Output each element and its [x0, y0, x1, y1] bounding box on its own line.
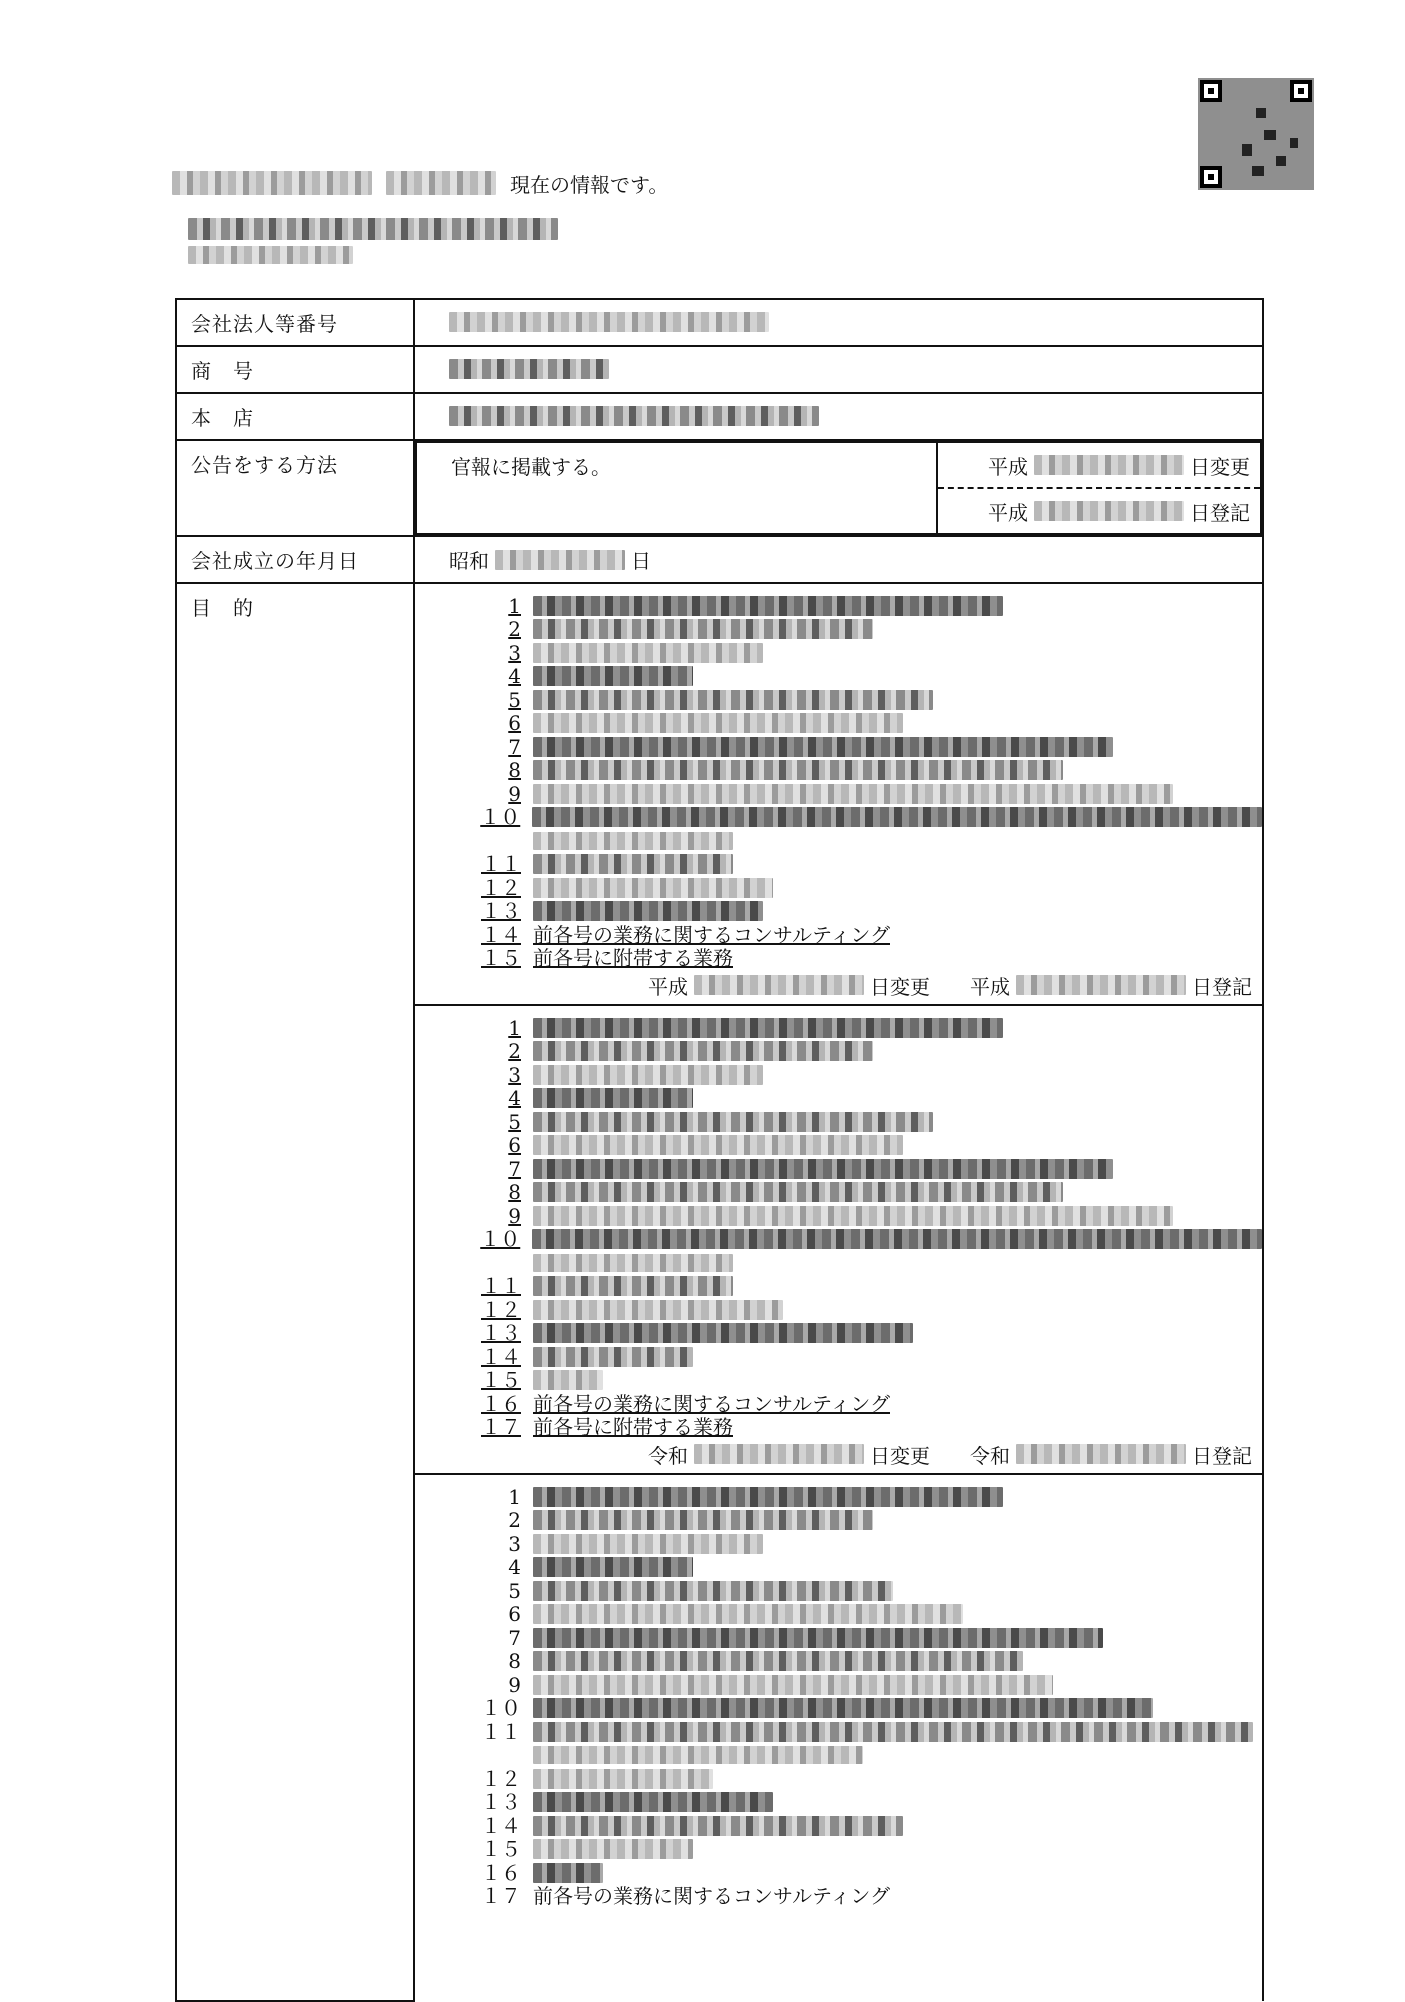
label-purpose: 目 的: [176, 583, 414, 2001]
purpose-item: [415, 1016, 1262, 1040]
purpose-item-number: 1: [508, 1015, 521, 1040]
purpose-item-number: １３: [481, 899, 521, 924]
purpose-item-text: 前各号の業務に関するコンサルティング: [533, 922, 890, 947]
purpose-item: [415, 1509, 1262, 1533]
redacted-purpose-text: [533, 1534, 763, 1554]
purpose-item: [415, 712, 1262, 736]
redacted-purpose-text: [533, 1628, 1103, 1648]
redacted-head-office: [449, 406, 819, 426]
purpose-item: [415, 1861, 1262, 1885]
redacted-purpose-text: [533, 1651, 1023, 1671]
purpose-item: [415, 1040, 1262, 1064]
purpose-item: [415, 1087, 1262, 1111]
redacted-purpose-text: [533, 596, 1003, 616]
purpose-item: [415, 782, 1262, 806]
purpose-item-number: １７: [481, 1415, 521, 1440]
purpose-item-number: 7: [508, 1625, 521, 1650]
purpose-item-number: 7: [508, 734, 521, 759]
purpose-item-number: １４: [481, 922, 521, 947]
redacted-purpose-text: [533, 1510, 873, 1530]
purpose-item: [415, 1181, 1262, 1205]
purpose-change-date: 令和 日変更: [648, 1443, 930, 1468]
purpose-item-number: 2: [508, 617, 521, 642]
purpose-item-number: 5: [508, 1578, 521, 1603]
redacted-purpose-text: [533, 737, 1113, 757]
purpose-item-number: １１: [481, 1274, 521, 1299]
current-info-text: 現在の情報です。: [510, 172, 669, 197]
purpose-item: [415, 1110, 1262, 1134]
purpose-item: [415, 594, 1262, 618]
redacted-purpose-text: [533, 1041, 873, 1061]
purpose-item-number: １３: [481, 1321, 521, 1346]
purpose-item-number: １０: [480, 1227, 521, 1252]
purpose-item: [415, 1673, 1262, 1697]
row-trade-name: [176, 346, 1263, 393]
purpose-item-number: １２: [481, 1297, 521, 1322]
label-established: 会社成立の年月日: [176, 536, 414, 583]
redacted-purpose-text: [533, 643, 763, 663]
purpose-register-date: 令和 日登記: [970, 1443, 1252, 1468]
purpose-registration-dates: [415, 970, 1262, 1004]
purpose-item: [415, 1228, 1262, 1252]
purpose-item: [415, 1204, 1262, 1228]
row-public-notice: [176, 440, 1263, 536]
purpose-item: [415, 1532, 1262, 1556]
redacted-purpose-text: [533, 1698, 1153, 1718]
purpose-item-number: １０: [480, 805, 521, 830]
redacted-purpose-text: [533, 619, 873, 639]
registry-table: [175, 298, 1264, 2002]
purpose-item-number: 4: [508, 1086, 521, 1111]
label-corporate-number: 会社法人等番号: [176, 299, 414, 346]
purpose-item: [415, 1275, 1262, 1299]
redacted-purpose-text: [533, 1487, 1003, 1507]
purpose-item-number: １６: [481, 1860, 521, 1885]
purpose-item: [415, 923, 1262, 947]
purpose-item-number: 5: [508, 687, 521, 712]
purpose-item: [415, 1720, 1262, 1744]
purpose-item-text: 前各号に附帯する業務: [533, 946, 733, 971]
label-trade-name: 商 号: [176, 346, 414, 393]
redacted-purpose-text: [533, 1863, 603, 1883]
redacted-purpose-text: [533, 1816, 903, 1836]
public-notice-register-date: 平成 日登記: [988, 500, 1250, 525]
purpose-item: [415, 1650, 1262, 1674]
redacted-purpose-text: [533, 1018, 1003, 1038]
purpose-item-number: 1: [508, 593, 521, 618]
purpose-change-date: 平成 日変更: [648, 974, 930, 999]
purpose-item-number: 6: [508, 1602, 521, 1627]
redacted-purpose-text: [533, 713, 903, 733]
redacted-purpose-text: [533, 878, 773, 898]
redacted-purpose-text: [533, 760, 1063, 780]
purpose-item-number: １２: [481, 875, 521, 900]
redacted-purpose-text: [533, 1065, 763, 1085]
purpose-block-2: [414, 1005, 1263, 1474]
redacted-purpose-text: [533, 854, 733, 874]
purpose-item-number: 7: [508, 1156, 521, 1181]
purpose-item-number: １３: [481, 1790, 521, 1815]
purpose-item: [415, 1485, 1262, 1509]
purpose-item: [415, 900, 1262, 924]
purpose-item: [415, 665, 1262, 689]
redacted-purpose-text-continued: [533, 1254, 733, 1272]
purpose-item: [415, 1134, 1262, 1158]
redacted-purpose-text: [533, 1792, 773, 1812]
purpose-item-number: 6: [508, 711, 521, 736]
purpose-item-number: 4: [508, 664, 521, 689]
redacted-purpose-text: [533, 1839, 693, 1859]
purpose-item-number: 1: [508, 1484, 521, 1509]
redacted-purpose-text: [533, 1370, 603, 1390]
purpose-item-number: １１: [481, 1719, 521, 1744]
redacted-purpose-text: [533, 1276, 733, 1296]
purpose-item-number: 8: [508, 1180, 521, 1205]
purpose-item-text: 前各号に附帯する業務: [533, 1415, 733, 1440]
redacted-corporate-number: [449, 312, 769, 332]
row-purpose: [176, 583, 1263, 1005]
redacted-purpose-text: [533, 1581, 893, 1601]
purpose-item: [415, 1579, 1262, 1603]
redacted-purpose-text-continued: [533, 1746, 863, 1764]
public-notice-change-date: 平成 日変更: [938, 443, 1260, 489]
purpose-item-number: 9: [508, 781, 521, 806]
public-notice-value: 官報に掲載する。: [416, 442, 937, 534]
purpose-item: [415, 759, 1262, 783]
purpose-item: [415, 1767, 1262, 1791]
purpose-item: [415, 1416, 1262, 1440]
purpose-register-date: 平成 日登記: [970, 974, 1252, 999]
purpose-item: [415, 1298, 1262, 1322]
purpose-item-number: 3: [508, 640, 521, 665]
purpose-item-number: １１: [481, 852, 521, 877]
purpose-item-text: 前各号の業務に関するコンサルティング: [533, 1391, 890, 1416]
row-corporate-number: [176, 299, 1263, 346]
purpose-item-number: １４: [481, 1813, 521, 1838]
purpose-item: [415, 806, 1262, 830]
purpose-item: [415, 1885, 1262, 1909]
purpose-registration-dates: [415, 1439, 1262, 1473]
purpose-item: [415, 1556, 1262, 1580]
redacted-purpose-text: [533, 1088, 693, 1108]
purpose-item-number: 9: [508, 1203, 521, 1228]
purpose-block-1: [414, 583, 1263, 1005]
purpose-item-number: 9: [508, 1672, 521, 1697]
redacted-purpose-text: [533, 1206, 1173, 1226]
purpose-item: [415, 1791, 1262, 1815]
redacted-purpose-text: [533, 1300, 783, 1320]
redacted-purpose-text: [533, 1323, 913, 1343]
purpose-item: [415, 688, 1262, 712]
row-established: [176, 536, 1263, 583]
purpose-item: [415, 947, 1262, 971]
purpose-item-number: 5: [508, 1109, 521, 1134]
purpose-item-number: 8: [508, 758, 521, 783]
redacted-office-line-1: [188, 218, 558, 240]
label-head-office: 本 店: [176, 393, 414, 440]
purpose-item: [415, 1063, 1262, 1087]
redacted-purpose-text: [533, 1604, 963, 1624]
purpose-item-number: １５: [481, 1368, 521, 1393]
purpose-item: [415, 1345, 1262, 1369]
qr-code: [1198, 78, 1314, 190]
purpose-item-number: １５: [481, 946, 521, 971]
purpose-item: [415, 618, 1262, 642]
redacted-purpose-text: [533, 666, 693, 686]
redacted-purpose-text: [533, 1347, 693, 1367]
purpose-item-number: 2: [508, 1039, 521, 1064]
purpose-item: [415, 1814, 1262, 1838]
redacted-purpose-text: [533, 901, 763, 921]
purpose-item: [415, 1157, 1262, 1181]
purpose-item-number: 3: [508, 1062, 521, 1087]
purpose-item: [415, 876, 1262, 900]
purpose-item-number: 2: [508, 1508, 521, 1533]
redacted-purpose-text: [533, 1182, 1063, 1202]
redacted-print-time: [386, 171, 496, 195]
purpose-item: [415, 1697, 1262, 1721]
purpose-item: [415, 1603, 1262, 1627]
redacted-purpose-text: [533, 1557, 693, 1577]
redacted-purpose-text: [533, 1722, 1253, 1742]
purpose-block-3: [414, 1474, 1263, 2001]
purpose-item-number: １４: [481, 1344, 521, 1369]
row-head-office: [176, 393, 1263, 440]
purpose-item-number: １６: [481, 1391, 521, 1416]
purpose-item-text: 前各号の業務に関するコンサルティング: [533, 1884, 890, 1909]
redacted-purpose-text-continued: [533, 832, 733, 850]
redacted-purpose-text: [533, 1135, 903, 1155]
purpose-item-number: １０: [481, 1696, 521, 1721]
purpose-item: [415, 735, 1262, 759]
redacted-purpose-text: [533, 1769, 713, 1789]
purpose-item: [415, 641, 1262, 665]
purpose-item-number: １５: [481, 1837, 521, 1862]
purpose-item-number: 4: [508, 1555, 521, 1580]
purpose-item: [415, 1322, 1262, 1346]
redacted-purpose-text: [533, 1675, 1053, 1695]
purpose-item-number: 6: [508, 1133, 521, 1158]
redacted-purpose-text: [533, 1112, 933, 1132]
purpose-item-number: 3: [508, 1531, 521, 1556]
purpose-item: [415, 853, 1262, 877]
purpose-item-number: 8: [508, 1649, 521, 1674]
purpose-item: [415, 1392, 1262, 1416]
issuing-office: [188, 218, 558, 270]
purpose-item: [415, 1369, 1262, 1393]
established-date: 昭和 日: [449, 549, 651, 573]
redacted-trade-name: [449, 359, 609, 379]
redacted-purpose-text: [533, 784, 1173, 804]
label-public-notice: 公告をする方法: [176, 440, 414, 536]
purpose-item: [415, 1626, 1262, 1650]
redacted-purpose-text: [532, 1229, 1262, 1249]
redacted-office-line-2: [188, 246, 353, 264]
purpose-item-number: １７: [481, 1884, 521, 1909]
redacted-purpose-text: [533, 690, 933, 710]
purpose-item: [415, 1838, 1262, 1862]
purpose-item-number: １２: [481, 1766, 521, 1791]
redacted-print-date: [172, 171, 372, 195]
redacted-purpose-text: [532, 807, 1262, 827]
print-datetime-line: [172, 168, 668, 198]
redacted-purpose-text: [533, 1159, 1113, 1179]
